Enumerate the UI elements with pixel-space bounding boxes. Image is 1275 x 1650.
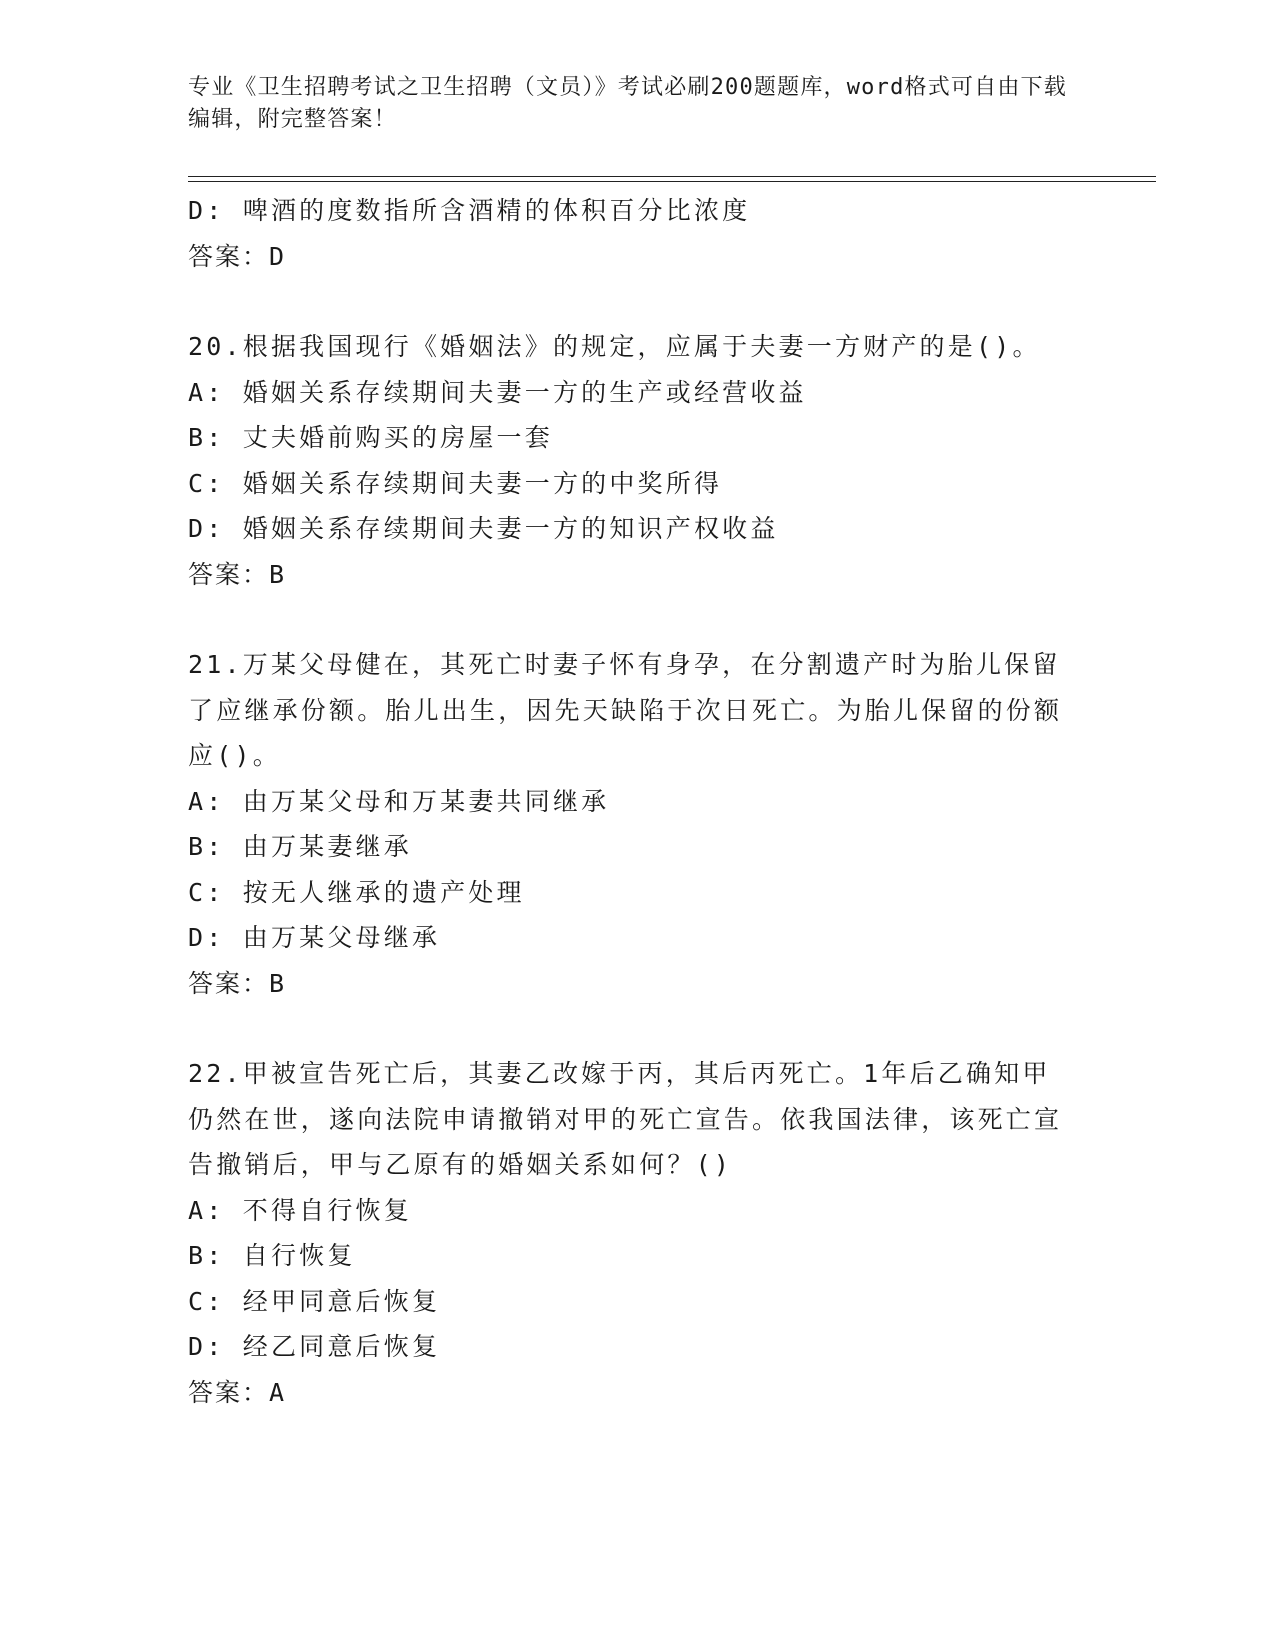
question-stem: 20.根据我国现行《婚姻法》的规定，应属于夫妻一方财产的是()。 xyxy=(188,332,1041,361)
question-22 xyxy=(188,1051,1088,1415)
question-stem: 22.甲被宣告死亡后，其妻乙改嫁于丙，其后丙死亡。1年后乙确知甲仍然在世，遂向法院申请撤销对甲的死亡宣告。依我国法律，该死亡宣告撤销后，甲与乙原有的婚姻关系如何？() xyxy=(188,1059,1063,1179)
answer: 答案：B xyxy=(188,559,287,589)
option-c: C: 经甲同意后恢复 xyxy=(188,1286,441,1316)
option-a: A: 婚姻关系存续期间夫妻一方的生产或经营收益 xyxy=(188,377,807,407)
prev-option-d: D: 啤酒的度数指所含酒精的体积百分比浓度 xyxy=(188,196,751,225)
option-c: C: 婚姻关系存续期间夫妻一方的中奖所得 xyxy=(188,468,723,498)
question-21 xyxy=(188,642,1088,1006)
question-stem: 21.万某父母健在，其死亡时妻子怀有身孕，在分割遗产时为胎儿保留了应继承份额。胎儿出生，因先天缺陷于次日死亡。为胎儿保留的份额应()。 xyxy=(188,650,1063,770)
header-rule-bottom xyxy=(188,181,1156,182)
header-rule-top xyxy=(188,176,1156,177)
question-20 xyxy=(188,324,1088,597)
option-d: D: 婚姻关系存续期间夫妻一方的知识产权收益 xyxy=(188,514,779,543)
header-text: 专业《卫生招聘考试之卫生招聘（文员）》考试必刷200题题库，word格式可自由下载编辑，附完整答案！ xyxy=(188,75,1067,132)
answer: 答案：B xyxy=(188,968,287,998)
answer: 答案：A xyxy=(188,1377,287,1407)
option-c: C: 按无人继承的遗产处理 xyxy=(188,877,525,907)
option-d: D: 经乙同意后恢复 xyxy=(188,1332,441,1361)
option-b: B: 丈夫婚前购买的房屋一套 xyxy=(188,423,553,452)
option-a: A: 不得自行恢复 xyxy=(188,1195,412,1225)
option-b: B: 自行恢复 xyxy=(188,1241,356,1270)
option-b: B: 由万某妻继承 xyxy=(188,832,412,861)
option-d: D: 由万某父母继承 xyxy=(188,923,441,952)
document-header xyxy=(188,72,1068,136)
prev-answer: 答案：D xyxy=(188,241,287,271)
option-a: A: 由万某父母和万某妻共同继承 xyxy=(188,786,610,816)
document-body xyxy=(188,188,1088,1415)
